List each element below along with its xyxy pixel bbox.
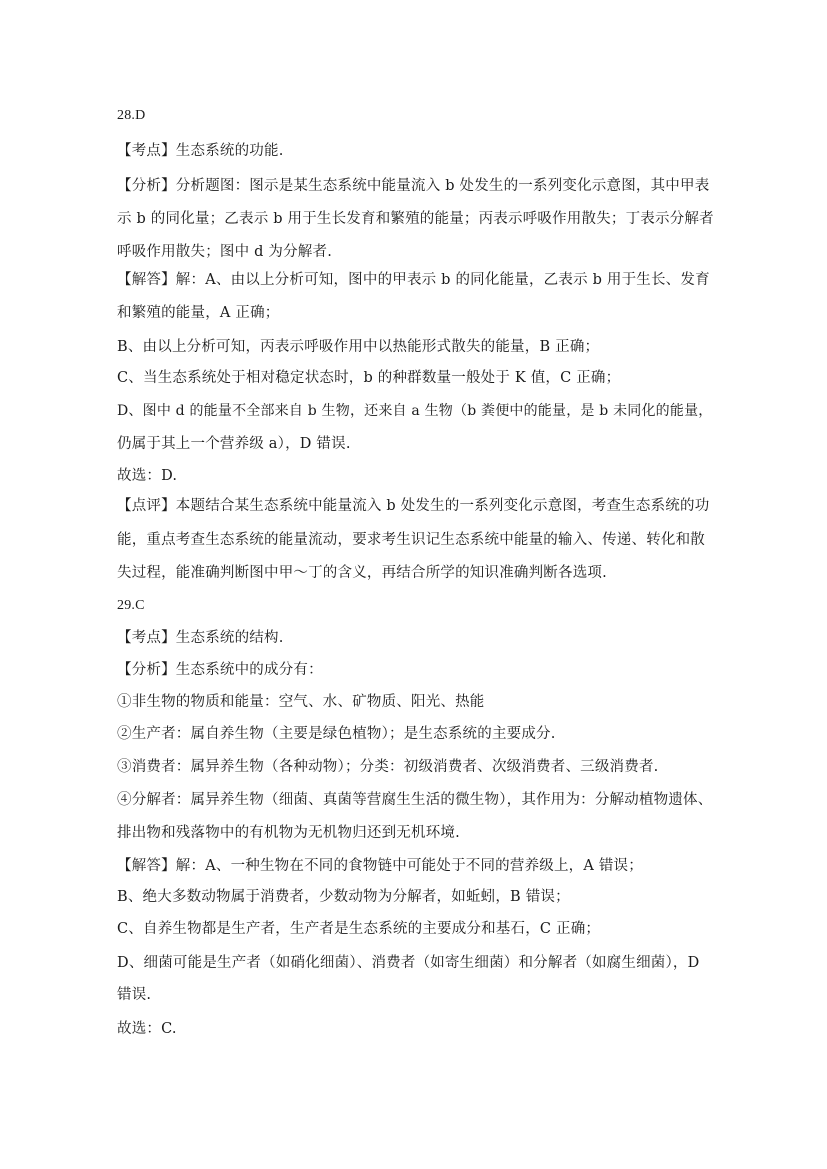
question-28-number: 28.D [117, 108, 146, 123]
q29-fenxi-intro: 【分析】生态系统中的成分有： [117, 662, 323, 678]
q28-fenxi-line-2: 示 b 的同化量；乙表示 b 用于生长发育和繁殖的能量；丙表示呼吸作用散失；丁表示分解者 [117, 211, 714, 227]
q29-component-4-line-2: 排出物和残落物中的有机物为无机物归还到无机环境. [117, 825, 460, 841]
q29-component-4-line-1: ④分解者：属异养生物（细菌、真菌等营腐生生活的微生物），其作用为：分解动植物遗体、 [117, 792, 713, 808]
question-29-number: 29.C [117, 598, 145, 613]
q28-option-d-line-2: 仍属于其上一个营养级 a），D 错误. [117, 436, 351, 452]
q28-option-b: B、由以上分析可知，丙表示呼吸作用中以热能形式散失的能量，B 正确； [117, 339, 600, 355]
q29-option-d-line-1: D、细菌可能是生产者（如硝化细菌）、消费者（如寄生细菌）和分解者（如腐生细菌），D [117, 955, 700, 971]
q28-dianping-line-3: 失过程，能准确判断图中甲～丁的含义，再结合所学的知识准确判断各选项. [117, 565, 607, 581]
q28-fenxi-line-1: 【分析】分析题图：图示是某生态系统中能量流入 b 处发生的一系列变化示意图，其中甲表 [117, 178, 710, 194]
q29-answer: 故选：C. [117, 1021, 177, 1037]
q28-fenxi-line-3: 呼吸作用散失；图中 d 为分解者. [117, 244, 333, 260]
q29-option-b: B、绝大多数动物属于消费者，少数动物为分解者，如蚯蚓，B 错误； [117, 889, 570, 905]
q28-jieda-line-2: 和繁殖的能量，A 正确； [117, 305, 280, 321]
q28-jieda-line-1: 【解答】解：A、由以上分析可知，图中的甲表示 b 的同化能量，乙表示 b 用于生长、发育 [117, 272, 710, 288]
q28-option-c: C、当生态系统处于相对稳定状态时，b 的种群数量一般处于 K 值，C 正确； [117, 370, 621, 386]
q28-kaodian: 【考点】生态系统的功能. [117, 143, 284, 159]
q29-option-d-line-2: 错误. [117, 987, 152, 1003]
q28-dianping-line-1: 【点评】本题结合某生态系统中能量流入 b 处发生的一系列变化示意图，考查生态系统的功 [117, 498, 710, 514]
q29-jieda-option-a: 【解答】解：A、一种生物在不同的食物链中可能处于不同的营养级上，A 错误； [117, 858, 643, 874]
q29-component-2: ②生产者：属自养生物（主要是绿色植物）；是生态系统的主要成分. [117, 726, 556, 742]
q29-component-1: ①非生物的物质和能量：空气、水、矿物质、阳光、热能 [117, 694, 485, 710]
q28-option-d-line-1: D、图中 d 的能量不全部来自 b 生物，还来自 a 生物（b 粪便中的能量，是 b 未同化的能量， [117, 403, 713, 419]
q28-answer: 故选：D. [117, 468, 178, 484]
q29-kaodian: 【考点】生态系统的结构. [117, 630, 284, 646]
q29-component-3: ③消费者：属异养生物（各种动物）；分类：初级消费者、次级消费者、三级消费者. [117, 759, 659, 775]
q28-dianping-line-2: 能，重点考查生态系统的能量流动，要求考生识记生态系统中能量的输入、传递、转化和散 [117, 532, 705, 548]
q29-option-c: C、自养生物都是生产者，生产者是生态系统的主要成分和基石，C 正确； [117, 921, 601, 937]
